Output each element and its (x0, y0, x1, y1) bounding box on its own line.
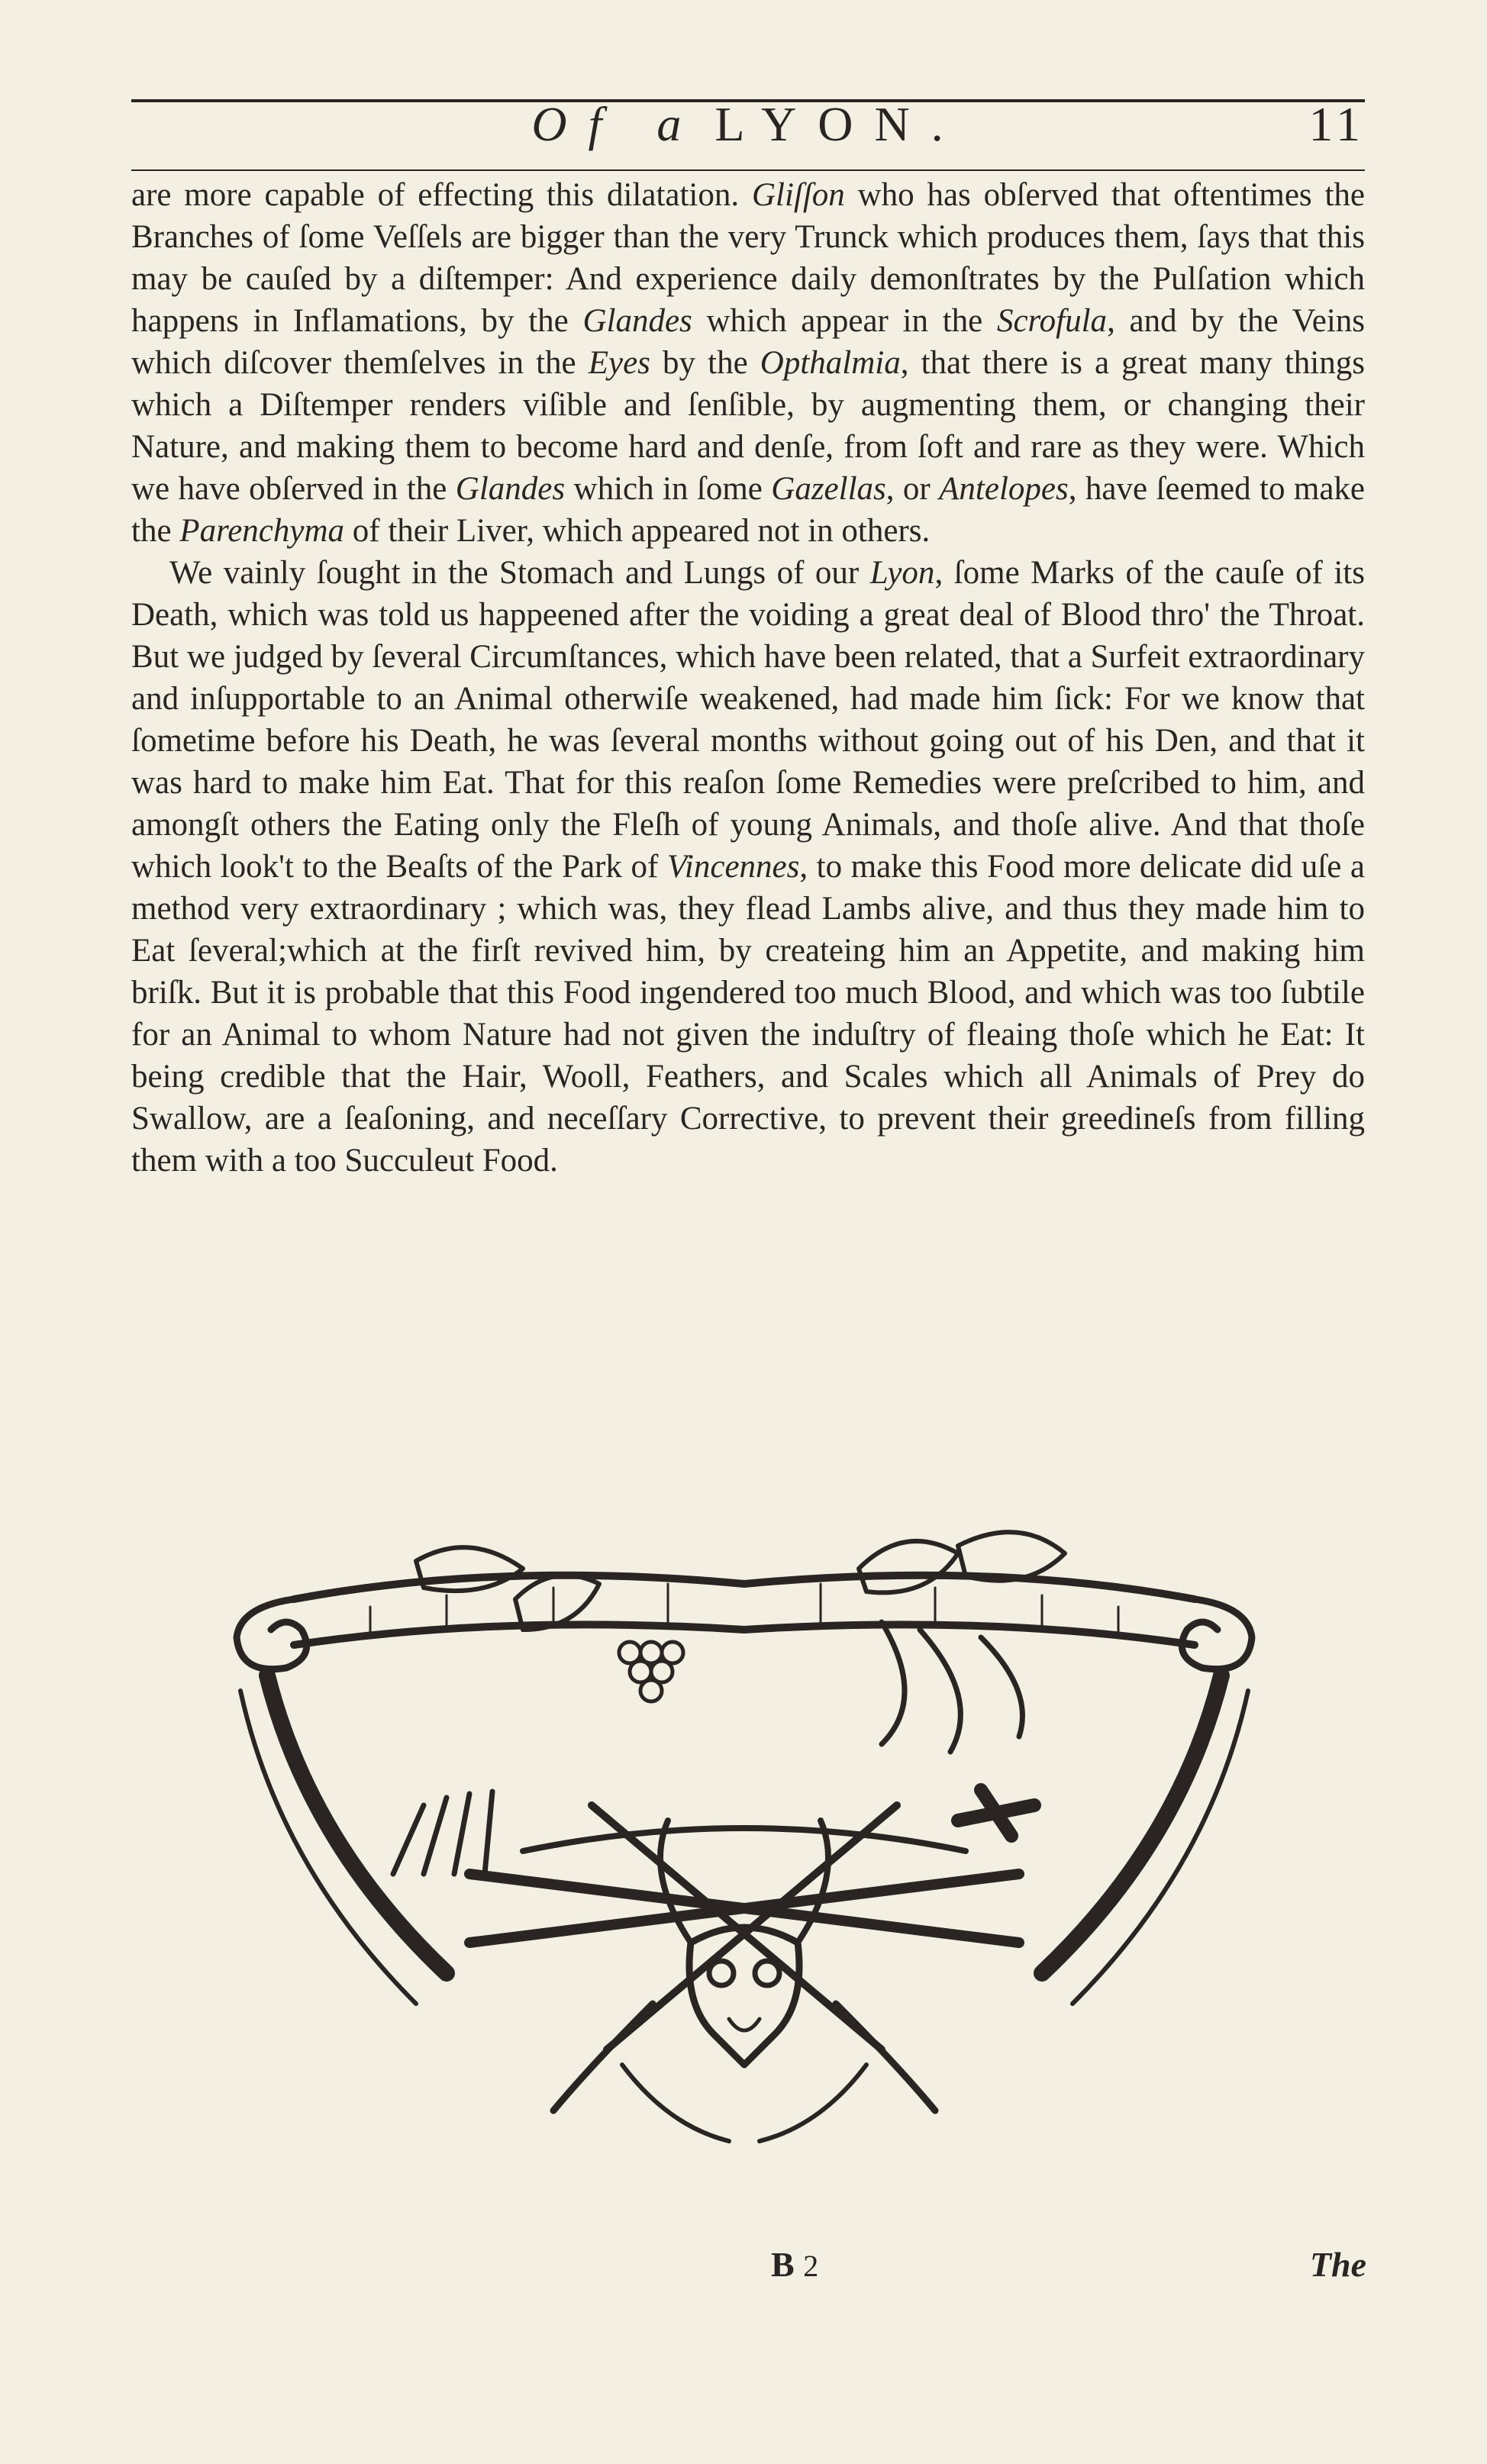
running-title (131, 96, 1365, 153)
signature-letter: B (771, 2245, 795, 2284)
paragraph-1 (131, 174, 1365, 552)
header-rule-bottom (131, 169, 1365, 171)
text-run: , that there is a great many things which a Diſtemper renders viſible and ſenſible, by augmenting them, or changing their Nature, and making them to become hard and denſe, from ſoft and rare as they were. Which we have obſerved in the (131, 345, 1365, 507)
woodcut-tailpiece-ornament (195, 1515, 1294, 2156)
text-run: , or (885, 471, 940, 507)
name-glisson: Gliſſon (751, 177, 845, 213)
term-eyes: Eyes (588, 345, 650, 381)
term-opthalmia: Opthalmia (760, 345, 901, 381)
text-run: , have ſeemed to make the (131, 471, 1366, 549)
signature-number: 2 (803, 2249, 819, 2283)
text-run: We vainly ſought in the Stomach and Lungs of our (169, 555, 870, 591)
term-glandes: Glandes (582, 303, 692, 339)
running-title-of: Of (531, 97, 624, 151)
term-glandes: Glandes (455, 471, 566, 507)
body-text (131, 174, 1365, 1182)
text-run: who has obſerved that oftentimes the Branches of ſome Veſſels are bigger than the very Trunck which produces them, ſays that this may be cauſed by a diſtemper: And experience daily demonſtrates by the Pulſation which happens in Inflamations, by the (131, 177, 1365, 339)
signature-mark (771, 2244, 818, 2285)
place-vincennes: Vincennes (666, 849, 800, 885)
term-scrofula: Scrofula (996, 303, 1108, 339)
running-head (131, 96, 1365, 157)
term-antelopes: Antelopes (939, 471, 1069, 507)
text-run: of their Liver, which appeared not in others. (344, 513, 931, 549)
text-run: by the (650, 345, 760, 381)
term-gazellas: Gazellas (771, 471, 886, 507)
running-title-main: LYON. (714, 97, 965, 151)
term-parenchyma: Parenchyma (179, 513, 345, 549)
page-number: 11 (1308, 97, 1365, 151)
text-run: , ſome Marks of the cauſe of its Death, which was told us happeened after the voiding a great deal of Blood thro' the Throat. But we judged by ſeveral Circumſtances, which have been related, that a Surfeit extraordinary and inſupportable to an Animal otherwiſe weakened, had made him ſick: For we know that ſometime before his Death, he was ſeveral months without going out of his Den, and that it was hard to make him Eat. That for this reaſon ſome Remedies were preſcribed to him, and amongſt others the Eating only the Fleſh of young Animals, and thoſe alive. And that thoſe which look't to the Beaſts of the Park of (131, 555, 1365, 885)
text-run: are more capable of effecting this dilatation. (131, 177, 752, 213)
paragraph-2 (131, 552, 1365, 1182)
catchword: The (1309, 2245, 1366, 2284)
term-lyon: Lyon (869, 555, 935, 591)
text-run: , and by the Veins which diſcover themſelves in the (131, 303, 1366, 381)
text-run: which appear in the (692, 303, 997, 339)
text-run: which in ſome (565, 471, 772, 507)
text-run: , to make this Food more delicate did uſe a method very extraordinary ; which was, they flead Lambs alive, and thus they made him to Eat ſeveral;which at the firſt revived him, by createing him an Appetite, and making him briſk. But it is probable that this Food ingendered too much Blood, and which was too ſubtile for an Animal to whom Nature had not given the induſtry of fleaing thoſe which he Eat: It being credible that the Hair, Wooll, Feathers, and Scales which all Animals of Prey do Swallow, are a ſeaſoning, and neceſſary Corrective, to prevent their greedineſs from filling them with a too Succuleut Food. (131, 849, 1365, 1179)
running-title-a: a (656, 97, 682, 151)
